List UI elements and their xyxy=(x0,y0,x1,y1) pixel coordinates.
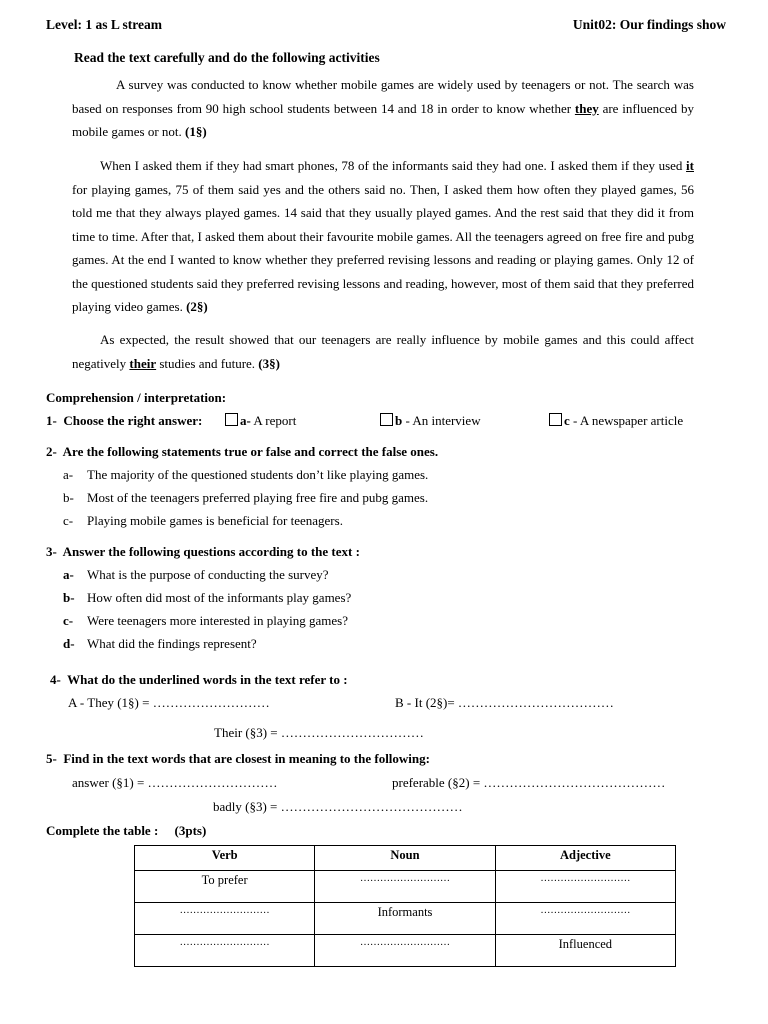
q5-answer-badly[interactable]: badly (§3) = …………………………………… xyxy=(213,799,463,814)
underlined-their: their xyxy=(129,355,157,371)
header-verb: Verb xyxy=(135,846,315,871)
table-blank-cell[interactable]: ……………………… xyxy=(495,903,675,935)
q4-answer-it[interactable]: B - It (2§)= ……………………………… xyxy=(395,695,614,710)
option-a[interactable]: a- A report xyxy=(225,413,296,429)
paragraph-marker: (2§) xyxy=(186,299,208,314)
statement-c: c- Playing mobile games is beneficial for teenagers. xyxy=(63,513,343,528)
header-noun: Noun xyxy=(315,846,495,871)
level-label: Level: 1 as L stream xyxy=(46,17,162,32)
q4-answer-they[interactable]: A - They (1§) = ……………………… xyxy=(68,695,270,710)
question-5-label: 5- Find in the text words that are closest in meaning to the following: xyxy=(46,751,430,766)
underlined-it: it xyxy=(686,158,694,173)
q4-answer-their[interactable]: Their (§3) = …………………………… xyxy=(214,725,424,740)
paragraph-1: A survey was conducted to know whether mobile games are widely used by teenagers or not. The search was based on responses from 90 high school students between 14 and 18 in order to know whether they are influenced by mobile games or not. (1§) xyxy=(72,77,694,139)
table-row xyxy=(135,935,676,967)
table-cell: Informants xyxy=(315,903,495,935)
paragraph-marker: (1§) xyxy=(185,124,207,139)
option-c[interactable]: c - A newspaper article xyxy=(549,413,683,429)
table-row xyxy=(135,903,676,935)
table-blank-cell[interactable]: ……………………… xyxy=(495,871,675,903)
instruction-heading: Read the text carefully and do the following activities xyxy=(74,50,380,65)
question-3a: a- What is the purpose of conducting the survey? xyxy=(63,567,329,582)
word-forms-table xyxy=(134,845,676,967)
option-b[interactable]: b - An interview xyxy=(380,413,481,429)
table-blank-cell[interactable]: ……………………… xyxy=(315,871,495,903)
paragraph-2: When I asked them if they had smart phones, 78 of the informants said they had one. I asked them if they used it for playing games, 75 of them said yes and the others said no. Then, I asked them how often they played games, 56 told me that they always played games. 14 said that they usually played games. And the rest said that they did it from time to time. After that, I asked them about their favourite mobile games. All the teenagers agreed on free fire and pubg games. At the end I wanted to know whether they preferred revising lessons and reading or playing games. Only 12 of the questioned students said they preferred revising lessons and reading, however, most of them said that they preferred playing video games. (2§) xyxy=(72,158,694,314)
table-cell: To prefer xyxy=(135,871,315,903)
underlined-they: they xyxy=(574,100,599,116)
checkbox-icon[interactable] xyxy=(225,413,238,426)
question-2-label: 2- Are the following statements true or false and correct the false ones. xyxy=(46,444,439,459)
question-3d: d- What did the findings represent? xyxy=(63,636,257,651)
table-blank-cell[interactable]: ……………………… xyxy=(135,903,315,935)
header-adjective: Adjective xyxy=(495,846,675,871)
table-header-row xyxy=(135,846,676,871)
checkbox-icon[interactable] xyxy=(549,413,562,426)
checkbox-icon[interactable] xyxy=(380,413,393,426)
statement-b: b- Most of the teenagers preferred playing free fire and pubg games. xyxy=(63,490,429,505)
paragraph-marker: (3§) xyxy=(258,355,280,371)
table-blank-cell[interactable]: ……………………… xyxy=(135,935,315,967)
table-instruction: Complete the table : (3pts) xyxy=(46,823,207,838)
question-1-label: 1- Choose the right answer: xyxy=(46,413,203,428)
q5-answer-answer[interactable]: answer (§1) = ………………………… xyxy=(72,775,278,790)
paragraph-3: As expected, the result showed that our teenagers are really influence by mobile games and this could affect negatively their studies and future. (3§) xyxy=(72,332,694,371)
question-3c: c- Were teenagers more interested in playing games? xyxy=(63,613,349,628)
question-4-label: 4- What do the underlined words in the text refer to : xyxy=(50,672,348,687)
question-3-label: 3- Answer the following questions according to the text : xyxy=(46,544,360,559)
unit-label: Unit02: Our findings show xyxy=(572,17,726,32)
table-row xyxy=(135,871,676,903)
table-blank-cell[interactable]: ……………………… xyxy=(315,935,495,967)
q5-answer-preferable[interactable]: preferable (§2) = …………………………………… xyxy=(392,775,666,790)
statement-a: a- The majority of the questioned students don’t like playing games. xyxy=(63,467,429,482)
question-3b: b- How often did most of the informants play games? xyxy=(63,590,352,605)
comprehension-heading: Comprehension / interpretation: xyxy=(46,390,227,405)
table-cell: Influenced xyxy=(495,935,675,967)
